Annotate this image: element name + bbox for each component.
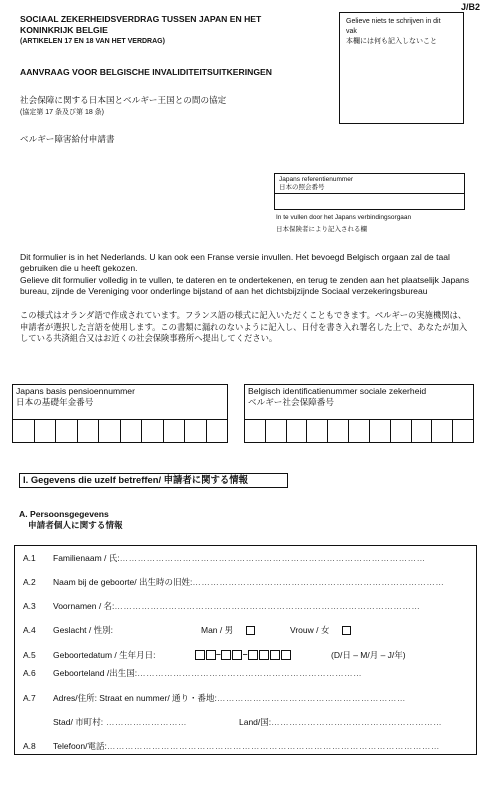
office-use-line2: vak xyxy=(346,28,357,35)
reference-number-box xyxy=(274,173,465,210)
office-use-line3: 本欄には何も記入しないこと xyxy=(346,38,437,45)
birth-month-box-1[interactable] xyxy=(221,650,231,660)
belgian-id-box xyxy=(244,384,474,443)
row-a1[interactable]: A.1 Familienaam / 氏:………………………………………………………………………………………… xyxy=(23,553,426,563)
row-a6[interactable]: A.6 Geboorteland /出生国:………………………………………………………………… xyxy=(23,668,363,678)
row-a1-num: A.1 xyxy=(23,553,36,563)
address-country-label: Land/国: xyxy=(239,717,272,727)
gender-male-option[interactable] xyxy=(201,625,256,636)
address-country-field[interactable]: Land/国:………………………………………………… xyxy=(239,717,443,727)
personal-data-box xyxy=(14,545,477,755)
row-a1-label: Familienaam / 氏: xyxy=(53,553,120,563)
date-format-hint: (D/日 – M/月 – J/年) xyxy=(331,650,406,660)
row-a5 xyxy=(23,650,156,661)
row-a2-num: A.2 xyxy=(23,577,36,587)
belgian-id-grid[interactable] xyxy=(244,419,474,443)
row-a3-label: Voornamen / 名: xyxy=(53,601,115,611)
form-title-nl: AANVRAAG VOOR BELGISCHE INVALIDITEITSUITKERINGEN xyxy=(20,67,272,77)
section-a-title-nl: A. Persoonsgegevens xyxy=(19,509,109,519)
row-a3-num: A.3 xyxy=(23,601,36,611)
row-a5-label: Geboortedatum / 生年月日: xyxy=(53,650,156,660)
row-a4-label: Geslacht / 性別: xyxy=(53,625,113,635)
row-a7[interactable]: A.7 Adres/住所: Straat en nummer/ 通り・番地:……………………………………………………… xyxy=(23,693,406,703)
birth-year-box-2[interactable] xyxy=(259,650,269,660)
title-ja: 社会保障に関する日本国とベルギー王国との間の協定 xyxy=(20,95,227,105)
reference-divider xyxy=(275,193,464,194)
row-a2[interactable]: A.2 Naam bij de geboorte/ 出生時の旧姓:………………………………………………………………………… xyxy=(23,577,445,587)
intro-paragraph-2: Gelieve dit formulier volledig in te vullen, te dateren en te ondertekenen, en terug te zenden aan het plaatselijk Japans bureau, zijnde de Vereniging voor onderlinge bijstand of aan het dichtsbijzijnde Sociaal verzekeringsbureau xyxy=(20,275,470,296)
pension-label-ja: 日本の基礎年金番号 xyxy=(16,396,94,407)
birth-day-box-2[interactable] xyxy=(206,650,216,660)
office-use-line1: Gelieve niets te schrijven in dit xyxy=(346,18,441,25)
birth-year-box-1[interactable] xyxy=(248,650,258,660)
row-a2-label: Naam bij de geboorte/ 出生時の旧姓: xyxy=(53,577,193,587)
birth-month-box-2[interactable] xyxy=(232,650,242,660)
row-a4 xyxy=(23,625,113,636)
form-title-ja: ベルギー障害給付申請書 xyxy=(20,134,115,144)
gender-female-option[interactable] xyxy=(290,625,352,636)
intro-paragraph-1: Dit formulier is in het Nederlands. U kan ook een Franse versie invullen. Het bevoegd Belgisch orgaan zal de taal gebruiken die u heeft gekozen. xyxy=(20,252,450,273)
section-1-title: I. Gegevens die uzelf betreffen/ 申請者に関する情報 xyxy=(19,473,288,488)
section-a-title-ja: 申請者個人に関する情報 xyxy=(28,520,123,530)
birth-day-box-1[interactable] xyxy=(195,650,205,660)
gender-female-label: Vrouw / 女 xyxy=(290,625,330,635)
articles-nl: (ARTIKELEN 17 EN 18 VAN HET VERDRAG) xyxy=(20,38,165,45)
birthdate-input[interactable]: – – xyxy=(194,649,291,660)
row-a7-label: Adres/住所: Straat en nummer/ 通り・番地: xyxy=(53,693,217,703)
address-city-field[interactable]: Stad/ 市町村: ……………………… xyxy=(53,717,187,727)
form-code: J/B2 xyxy=(460,2,480,12)
articles-ja: (協定第 17 条及び第 18 条) xyxy=(20,109,105,116)
birth-year-box-4[interactable] xyxy=(281,650,291,660)
title-nl-line2: KONINKRIJK BELGIE xyxy=(20,25,108,35)
reference-label-ja: 日本の照会番号 xyxy=(279,184,325,191)
belgian-id-label-nl: Belgisch identificatienummer sociale zekerheid xyxy=(248,386,427,396)
reference-note-ja: 日本保険者により記入される欄 xyxy=(276,226,367,233)
gender-male-label: Man / 男 xyxy=(201,625,234,635)
row-a5-num: A.5 xyxy=(23,650,36,660)
address-city-label: Stad/ 市町村: xyxy=(53,717,104,727)
row-a6-num: A.6 xyxy=(23,668,36,678)
pension-number-box xyxy=(12,384,228,443)
intro-paragraph-3: この様式はオランダ語で作成されています。フランス語の様式に記入いただくこともできます。ベルギーの実施機関は、申請者が選択した言語を使用します。この書類に漏れのないように記入し、日付を書き入れ署名した上で、あなたが加入している共済組合又はお近くの社会保険事務所へ提出してください。 xyxy=(20,310,468,343)
row-a4-num: A.4 xyxy=(23,625,36,635)
row-a8-label: Telefoon/電話: xyxy=(53,741,107,751)
gender-female-checkbox[interactable] xyxy=(342,626,351,635)
row-a6-label: Geboorteland /出生国: xyxy=(53,668,138,678)
belgian-id-label-ja: ベルギー社会保障番号 xyxy=(248,396,334,407)
gender-male-checkbox[interactable] xyxy=(246,626,255,635)
row-a3[interactable]: A.3 Voornamen / 名:………………………………………………………………………………………… xyxy=(23,601,421,611)
pension-number-grid[interactable] xyxy=(12,419,228,443)
reference-label-nl: Japans referentienummer xyxy=(279,176,354,183)
row-a7-num: A.7 xyxy=(23,693,36,703)
reference-note-nl: In te vullen door het Japans verbindingsorgaan xyxy=(276,214,412,221)
birth-year-box-3[interactable] xyxy=(270,650,280,660)
pension-label-nl: Japans basis pensioennummer xyxy=(16,386,135,396)
row-a8[interactable]: A.8 Telefoon/電話:………………………………………………………………………………………………… xyxy=(23,741,440,751)
row-a8-num: A.8 xyxy=(23,741,36,751)
office-use-box xyxy=(339,12,464,124)
title-nl-line1: SOCIAAL ZEKERHEIDSVERDRAG TUSSEN JAPAN EN HET xyxy=(20,14,262,24)
